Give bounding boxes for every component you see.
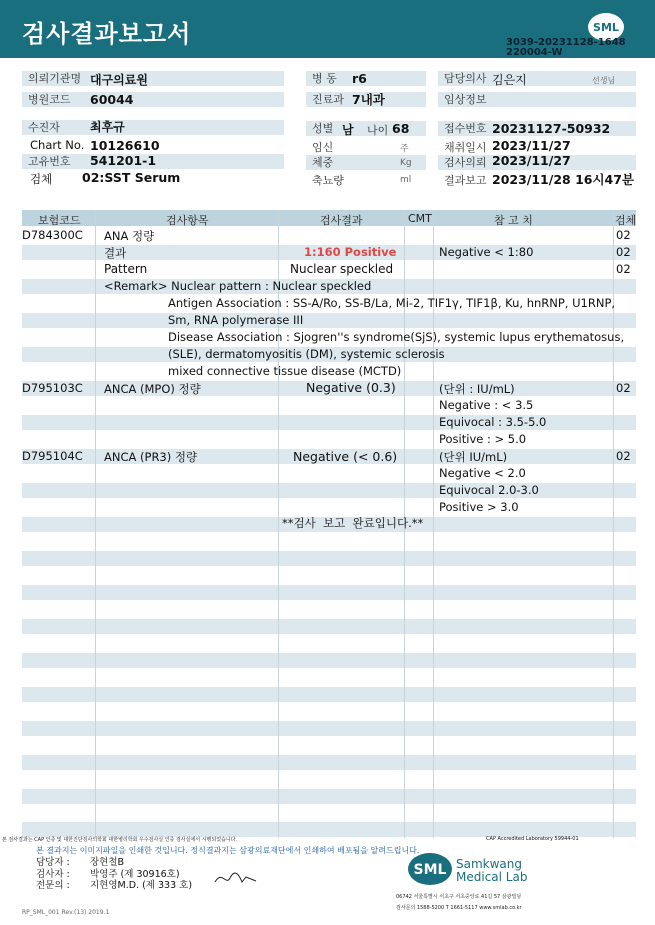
hospital-code-value: 60044: [90, 92, 134, 107]
collect-label: 채취일시: [444, 141, 487, 154]
mpo-ref-line: Equivocal : 3.5-5.0: [439, 415, 547, 429]
hospital-label-row: 의뢰기관명: [22, 71, 284, 86]
request-label: 검사의뢰: [438, 155, 636, 170]
remark-line: mixed connective tissue disease (MCTD): [168, 364, 402, 378]
row-band: [22, 755, 636, 770]
pr3-result: Negative (< 0.6): [293, 449, 398, 464]
ana-result-item: 결과: [104, 246, 127, 260]
collect-value: 2023/11/27: [492, 138, 571, 153]
mpo-ref-line: Positive : > 5.0: [439, 432, 527, 446]
unique-label: 고유번호: [22, 154, 284, 169]
document-number: 3039-20231128-1648 220004-W: [506, 37, 626, 58]
mpo-item: ANCA (MPO) 정량: [104, 382, 201, 396]
pregnancy-unit: 주: [400, 144, 409, 154]
pr3-item: ANCA (PR3) 정량: [104, 450, 198, 464]
col-result: 검사결과: [320, 214, 363, 227]
mpo-ref-line: Negative : < 3.5: [439, 398, 534, 412]
pr3-code: D795104C: [22, 449, 83, 463]
pr3-ref-line: Equivocal 2.0-3.0: [439, 483, 539, 497]
fine-print-left: 본 검사결과는 CAP 인증 및 대한진단검사의학회 대한병리학회 우수검사실 인증 검사실에서 시행되었습니다.: [2, 837, 238, 843]
remark-line: <Remark> Nuclear pattern : Nuclear speckled: [104, 279, 372, 293]
signature-image: [212, 868, 258, 888]
hospital-code-label: 병원코드: [22, 92, 284, 107]
brand-name: Samkwang Medical Lab: [456, 857, 528, 884]
ana-result-specimen: 02: [616, 245, 631, 259]
ana-result-value: 1:160 Positive: [304, 245, 397, 259]
pattern-specimen: 02: [616, 262, 631, 276]
pattern-item: Pattern: [104, 262, 148, 276]
mpo-code: D795103C: [22, 381, 83, 395]
print-notice: 본 결과지는 이미지파일을 인쇄한 것입니다. 정식결과지는 삼광의료재단에서 인쇄하여 배포됨을 알려드립니다.: [36, 846, 420, 855]
pattern-value: Nuclear speckled: [290, 262, 394, 276]
report-complete-notice: **검사 보고 완료입니다.**: [282, 516, 424, 530]
manager-label: 담당자 :: [36, 857, 70, 868]
hospital-value: 대구의료원: [90, 73, 148, 87]
age-value: 68: [392, 121, 410, 136]
pr3-ref-line: Negative < 2.0: [439, 466, 526, 480]
pr3-specimen: 02: [616, 449, 631, 463]
col-test-item: 검사항목: [166, 214, 209, 227]
row-band: [22, 585, 636, 600]
specimen-value: 02:SST Serum: [82, 170, 181, 185]
row-band: [22, 822, 636, 837]
chart-value: 10126610: [90, 138, 160, 153]
specialist-value: 지현영M.D. (제 333 호): [90, 880, 193, 891]
doctor-suffix: 선생님: [592, 76, 616, 85]
col-insurance-code: 보험코드: [38, 214, 81, 227]
specimen-label: 검체: [30, 172, 53, 186]
specialist-label: 전문의 :: [36, 880, 70, 891]
urine-unit: ml: [400, 175, 412, 185]
report-date-label: 결과보고: [444, 174, 487, 187]
pr3-ref-line: (단위 IU/mL): [439, 450, 508, 464]
col-cmt: CMT: [408, 212, 432, 225]
unique-value: 541201-1: [90, 153, 157, 168]
sex-label-row: 성별: [306, 121, 426, 136]
row-band: [22, 687, 636, 702]
sml-footer-logo: SML: [408, 853, 452, 885]
manager-value: 장현철B: [90, 857, 125, 868]
mpo-result: Negative (0.3): [306, 380, 396, 395]
tester-value: 박영주 (제 30916호): [90, 869, 180, 880]
clinical-info-label: 임상정보: [438, 92, 636, 107]
ana-code: D784300C: [22, 228, 83, 242]
phone: 검사문의 1588-5200 T 1661-5117 www.smlab.co.kr: [396, 905, 522, 911]
row-band: [22, 721, 636, 736]
sml-logo: SML: [588, 13, 624, 41]
ward-value: r6: [352, 71, 367, 86]
row-band: [22, 313, 636, 328]
row-band: [22, 551, 636, 566]
tester-label: 검사자 :: [36, 869, 70, 880]
address: 06742 서울특별시 서초구 서초중앙로 41길 57 삼광빌딩: [396, 894, 522, 900]
request-value: 2023/11/27: [492, 153, 571, 168]
ward-label: 병 동: [306, 71, 426, 86]
sex-value: 남: [342, 123, 354, 137]
weight-label: 체중: [306, 155, 426, 170]
ana-specimen: 02: [616, 228, 631, 242]
row-band: [22, 483, 636, 498]
doctor-value: 김은지: [492, 73, 527, 87]
chart-label: Chart No.: [30, 138, 85, 152]
name-label: 수진자: [22, 120, 284, 135]
ana-reference: Negative < 1:80: [439, 245, 534, 259]
weight-unit: Kg: [400, 158, 412, 168]
remark-line: Sm, RNA polymerase III: [168, 313, 304, 327]
pregnancy-label: 임신: [312, 141, 334, 154]
doctor-label: 담당의사: [438, 71, 636, 86]
col-specimen: 검체: [615, 214, 637, 227]
dept-value: 7내과: [352, 92, 385, 107]
mpo-specimen: 02: [616, 381, 631, 395]
receipt-label: 접수번호: [438, 121, 636, 136]
mpo-ref-line: (단위 : IU/mL): [439, 382, 515, 396]
col-reference: 참 고 치: [494, 214, 533, 227]
column-divider: [95, 210, 96, 838]
row-band: [22, 789, 636, 804]
remark-line: Disease Association : Sjogren''s syndrome(SjS), systemic lupus erythematosus,: [168, 330, 625, 344]
remark-line: (SLE), dermatomyositis (DM), systemic sclerosis: [168, 347, 445, 361]
pr3-ref-line: Positive > 3.0: [439, 500, 519, 514]
dept-label: 진료과: [306, 92, 426, 107]
fine-print-right: CAP Accredited Laboratory 59944-01: [486, 836, 579, 842]
row-band: [22, 619, 636, 634]
remark-line: Antigen Association : SS-A/Ro, SS-B/La, Mi-2, TIF1γ, TIF1β, Ku, hnRNP, U1RNP,: [168, 296, 616, 310]
report-title: 검사결과보고서: [22, 20, 192, 48]
report-date-value: 2023/11/28 16시47분: [492, 172, 635, 187]
ana-item: ANA 정량: [104, 229, 155, 243]
receipt-value: 20231127-50932: [492, 121, 611, 136]
form-code: RP_SML_001 Rev.(13) 2019.1: [22, 909, 110, 916]
age-label: 나이: [367, 124, 389, 137]
row-band: [22, 653, 636, 668]
patient-name: 최후규: [90, 120, 125, 134]
urine-label: 축뇨량: [312, 174, 344, 187]
